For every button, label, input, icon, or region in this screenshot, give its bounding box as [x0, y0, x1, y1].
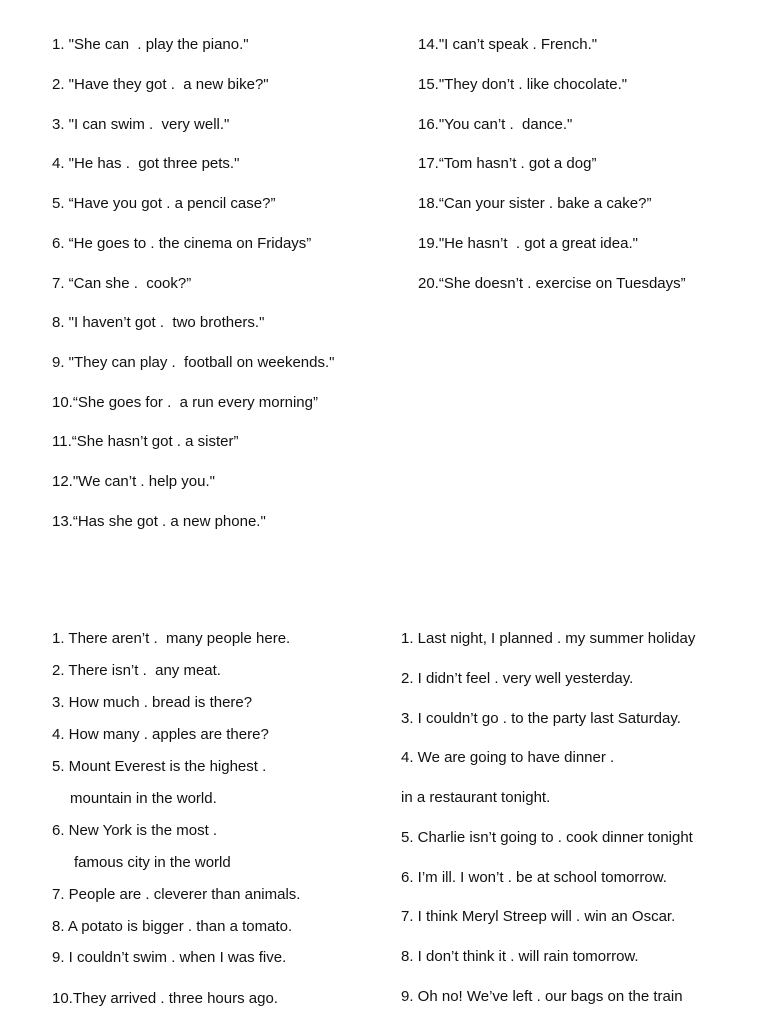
bottom-left-sentence-10: 10.They arrived . three hours ago. [52, 990, 278, 1007]
bottom-right-sentence-5: 5. Charlie isn’t going to . cook dinner tonight [401, 829, 693, 846]
top-left-sentence-9: 9. "They can play . football on weekends." [52, 354, 335, 371]
bottom-left-sentence-7: 7. People are . cleverer than animals. [52, 886, 301, 903]
top-right-sentence-16: 16."You can’t . dance." [418, 116, 573, 133]
bottom-left-sentence-2: 2. There isn’t . any meat. [52, 662, 221, 679]
top-right-sentence-19: 19."He hasn’t . got a great idea." [418, 235, 638, 252]
bottom-left-sentence-5-continued: mountain in the world. [70, 790, 217, 807]
bottom-right-sentence-2: 2. I didn’t feel . very well yesterday. [401, 670, 634, 687]
bottom-left-sentence-8: 8. A potato is bigger . than a tomato. [52, 918, 293, 935]
top-right-sentence-18: 18.“Can your sister . bake a cake?” [418, 195, 652, 212]
top-left-sentence-1: 1. "She can . play the piano." [52, 36, 249, 53]
top-right-sentence-15: 15."They don’t . like chocolate." [418, 76, 628, 93]
bottom-right-sentence-7: 7. I think Meryl Streep will . win an Oscar. [401, 908, 676, 925]
top-right-sentence-14: 14."I can’t speak . French." [418, 36, 598, 53]
bottom-left-sentence-6-continued: famous city in the world [74, 854, 231, 871]
top-right-sentence-17: 17.“Tom hasn’t . got a dog” [418, 155, 597, 172]
top-left-sentence-3: 3. "I can swim . very well." [52, 116, 230, 133]
bottom-right-sentence-3: 3. I couldn’t go . to the party last Saturday. [401, 710, 681, 727]
bottom-right-sentence-4-continued: in a restaurant tonight. [401, 789, 551, 806]
top-left-sentence-12: 12."We can’t . help you." [52, 473, 215, 490]
bottom-right-sentence-4: 4. We are going to have dinner . [401, 749, 615, 766]
bottom-right-sentence-9: 9. Oh no! We’ve left . our bags on the train [401, 988, 683, 1005]
top-left-sentence-6: 6. “He goes to . the cinema on Fridays” [52, 235, 312, 252]
top-left-sentence-2: 2. "Have they got . a new bike?" [52, 76, 269, 93]
bottom-right-sentence-1: 1. Last night, I planned . my summer holiday [401, 630, 696, 647]
top-left-sentence-13: 13.“Has she got . a new phone." [52, 513, 266, 530]
bottom-right-sentence-6: 6. I’m ill. I won’t . be at school tomorrow. [401, 869, 667, 886]
top-left-sentence-4: 4. "He has . got three pets." [52, 155, 240, 172]
bottom-left-sentence-6: 6. New York is the most . [52, 822, 218, 839]
bottom-left-sentence-4: 4. How many . apples are there? [52, 726, 269, 743]
bottom-right-sentence-8: 8. I don’t think it . will rain tomorrow. [401, 948, 639, 965]
top-left-sentence-8: 8. "I haven’t got . two brothers." [52, 314, 265, 331]
top-left-sentence-7: 7. “Can she . cook?” [52, 275, 192, 292]
bottom-left-sentence-9: 9. I couldn’t swim . when I was five. [52, 949, 287, 966]
top-left-sentence-11: 11.“She hasn’t got . a sister” [52, 433, 239, 450]
top-left-sentence-10: 10.“She goes for . a run every morning” [52, 394, 318, 411]
top-left-sentence-5: 5. “Have you got . a pencil case?” [52, 195, 276, 212]
bottom-left-sentence-3: 3. How much . bread is there? [52, 694, 253, 711]
bottom-left-sentence-5: 5. Mount Everest is the highest . [52, 758, 267, 775]
bottom-left-sentence-1: 1. There aren’t . many people here. [52, 630, 291, 647]
top-right-sentence-20: 20.“She doesn’t . exercise on Tuesdays” [418, 275, 686, 292]
